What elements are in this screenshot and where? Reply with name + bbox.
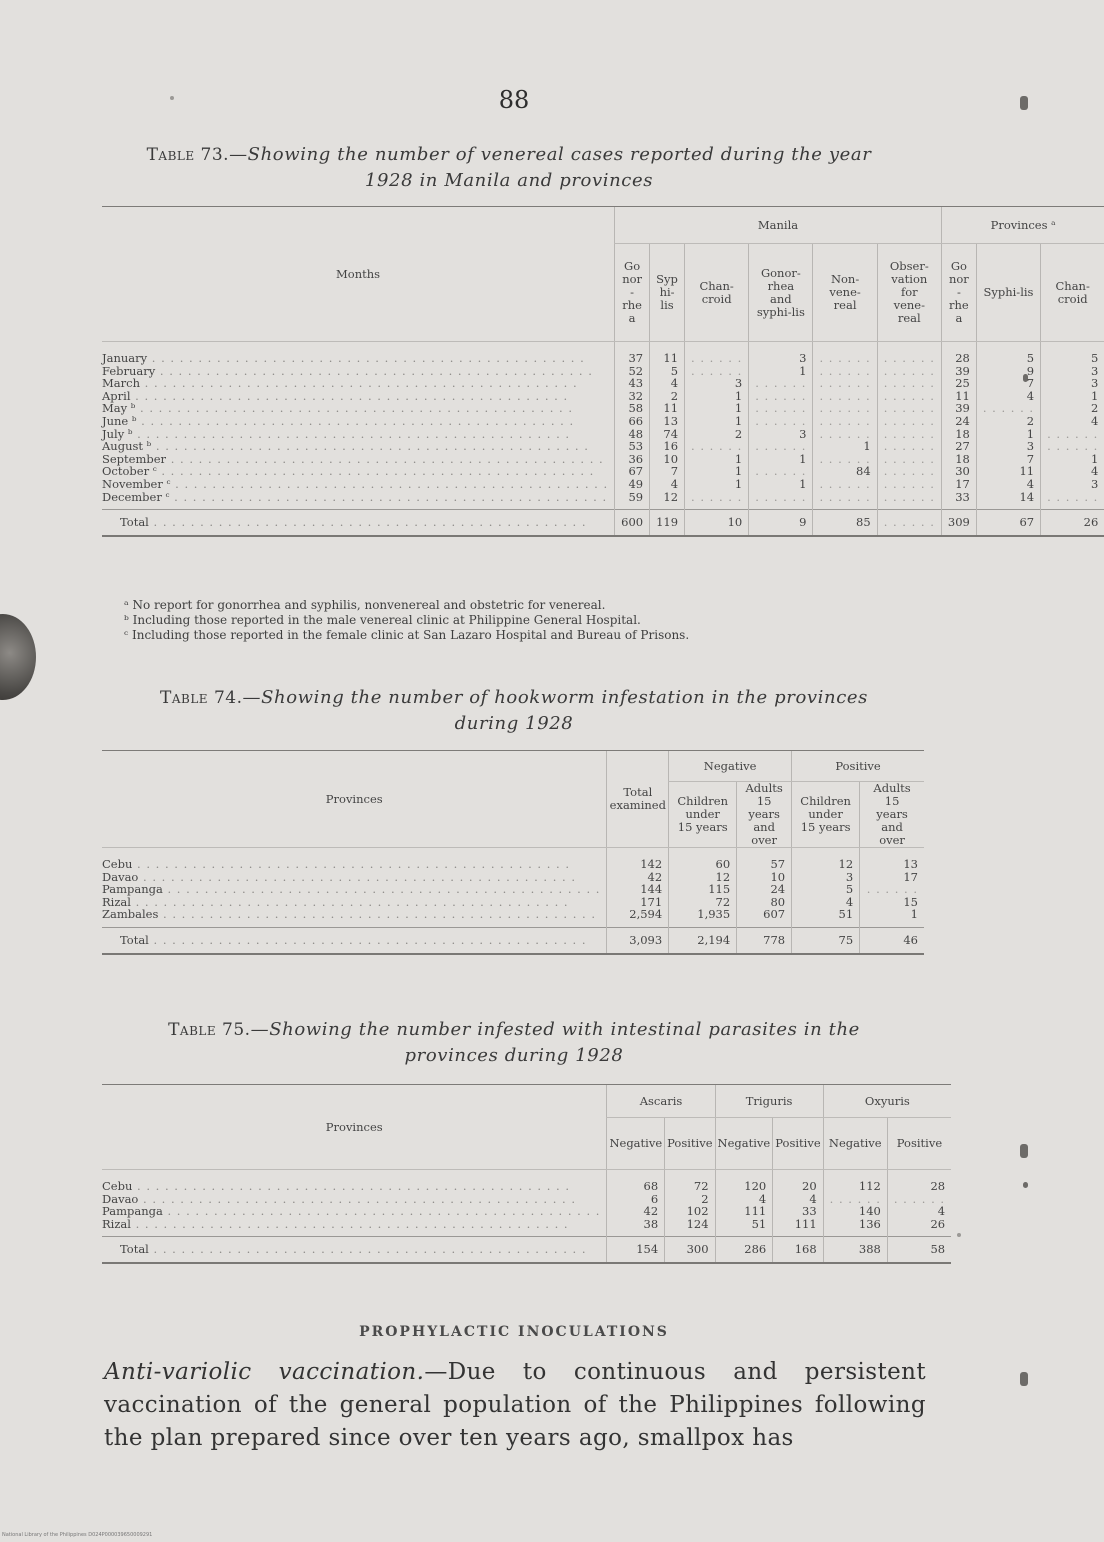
row-label xyxy=(102,342,615,365)
table-cell: . . . . . . xyxy=(860,883,924,896)
table-cell: 2 xyxy=(1041,402,1104,415)
column-header-4: Gonor-rhea and syphi-lis xyxy=(749,244,813,342)
sub-negative-adults: Adults 15 years and over xyxy=(737,782,792,848)
table-cell: 111 xyxy=(715,1205,773,1218)
row-label-text: Pampanga xyxy=(102,1204,163,1219)
table-cell: 38 xyxy=(607,1218,665,1237)
table-cell: 140 xyxy=(823,1205,887,1218)
group-manila: Manila xyxy=(615,207,942,244)
table-cell: 4 xyxy=(887,1205,951,1218)
group-provinces: Provinces ᵃ xyxy=(941,207,1104,244)
table-row xyxy=(102,848,924,871)
table-cell: 28 xyxy=(887,1170,951,1193)
table-cell: . . . . . . xyxy=(813,415,877,428)
group-negative: Negative xyxy=(669,751,792,782)
table-cell: 4 xyxy=(715,1193,773,1206)
table-row xyxy=(102,491,1104,510)
column-header-9: Chan-croid xyxy=(1041,244,1104,342)
table73 xyxy=(102,206,1104,537)
row-label xyxy=(102,1218,607,1237)
table-cell: 24 xyxy=(941,415,976,428)
table-cell: 25 xyxy=(941,377,976,390)
table-cell: 16 xyxy=(650,440,685,453)
table-cell: 2 xyxy=(665,1193,715,1206)
total-row xyxy=(102,1237,951,1263)
column-header-5: Non-vene-real xyxy=(813,244,877,342)
table-cell: . . . . . . xyxy=(877,342,941,365)
table-cell: 11 xyxy=(650,402,685,415)
leader-dots xyxy=(158,907,596,921)
row-label-text: July ᵇ xyxy=(102,426,133,441)
table-cell: 48 xyxy=(615,428,650,441)
table73-title-line1: —Showing the number of venereal cases reported during the year xyxy=(229,144,872,165)
table-cell: 51 xyxy=(792,908,860,927)
leader-dots xyxy=(131,1217,569,1231)
row-label-leader xyxy=(102,908,600,921)
table-cell: . . . . . . xyxy=(887,1193,951,1206)
table74 xyxy=(102,750,924,955)
table-cell: . . . . . . xyxy=(749,491,813,510)
table-cell: . . . . . . xyxy=(813,402,877,415)
table-cell: 7 xyxy=(650,465,685,478)
table-cell: . . . . . . xyxy=(685,342,749,365)
table-cell: 3 xyxy=(749,342,813,365)
table-cell: 30 xyxy=(941,465,976,478)
table-cell: 7 xyxy=(976,453,1040,466)
total-cell: 300 xyxy=(665,1237,715,1263)
sub-ascaris-negative: Negative xyxy=(607,1118,665,1170)
table-cell: 66 xyxy=(615,415,650,428)
table-cell: . . . . . . xyxy=(877,402,941,415)
table-cell: 17 xyxy=(941,478,976,491)
table-cell: . . . . . . xyxy=(1041,491,1104,510)
total-label-leader xyxy=(102,934,618,947)
paragraph-lead: Anti-variolic vaccination. xyxy=(104,1359,425,1385)
table-cell: 57 xyxy=(737,848,792,871)
sub-negative-children: Children under 15 years xyxy=(669,782,737,848)
table-cell: 1 xyxy=(1041,390,1104,403)
total-row xyxy=(102,927,924,953)
table-cell: 53 xyxy=(615,440,650,453)
thumb-shadow xyxy=(0,614,36,700)
column-header-6: Obser-vation for vene-real xyxy=(877,244,941,342)
table-cell: 171 xyxy=(607,896,669,909)
table-cell: . . . . . . xyxy=(813,365,877,378)
table74-caption xyxy=(104,685,924,736)
table-cell: . . . . . . xyxy=(749,465,813,478)
total-label xyxy=(102,510,615,536)
column-header-1: Gonor-rhea xyxy=(615,244,650,342)
row-label-text: Pampanga xyxy=(102,882,163,897)
table-cell: 10 xyxy=(650,453,685,466)
table-cell: 2 xyxy=(685,428,749,441)
table75 xyxy=(102,1084,951,1264)
sub-ascaris-positive: Positive xyxy=(665,1118,715,1170)
table-cell: 1 xyxy=(749,453,813,466)
table75-label: Table 75. xyxy=(168,1020,251,1040)
table-cell: 4 xyxy=(792,896,860,909)
row-label xyxy=(102,848,607,871)
group-oxyuris: Oxyuris xyxy=(823,1085,951,1118)
table-cell: . . . . . . xyxy=(1041,428,1104,441)
col-months: Months xyxy=(102,207,615,342)
table-cell: 12 xyxy=(650,491,685,510)
table-cell: 20 xyxy=(773,1170,823,1193)
table-cell: 1 xyxy=(749,365,813,378)
table-cell: 39 xyxy=(941,402,976,415)
table-cell: 13 xyxy=(650,415,685,428)
footnote-b: ᵇ Including those reported in the male venereal clinic at Philippine General Hospital. xyxy=(124,613,641,627)
footnote-a: ᵃ No report for gonorrhea and syphilis, nonvenereal and obstetric for venereal. xyxy=(124,598,606,612)
table-cell: 49 xyxy=(615,478,650,491)
total-cell: 154 xyxy=(607,1237,665,1263)
table-cell: 7 xyxy=(976,377,1040,390)
table-cell: 59 xyxy=(615,491,650,510)
table75-caption xyxy=(104,1017,924,1068)
table-cell: 6 xyxy=(607,1193,665,1206)
table-cell: . . . . . . xyxy=(877,377,941,390)
sub-positive-adults: Adults 15 years and over xyxy=(860,782,924,848)
sub-oxyuris-negative: Negative xyxy=(823,1118,887,1170)
total-label-leader xyxy=(102,1243,618,1256)
table-cell: 1 xyxy=(685,465,749,478)
row-label-text: August ᵇ xyxy=(102,439,152,454)
table-cell: . . . . . . xyxy=(813,390,877,403)
table-cell: 5 xyxy=(792,883,860,896)
body-paragraph xyxy=(104,1356,926,1455)
table-cell: 3 xyxy=(976,440,1040,453)
table-cell: . . . . . . xyxy=(749,402,813,415)
total-label-text: Total xyxy=(120,515,149,530)
table-cell: 14 xyxy=(976,491,1040,510)
group-positive: Positive xyxy=(792,751,924,782)
row-label-text: April xyxy=(102,388,131,403)
table-cell: 37 xyxy=(615,342,650,365)
table-cell: 111 xyxy=(773,1218,823,1237)
table-cell: 60 xyxy=(669,848,737,871)
group-triguris: Triguris xyxy=(715,1085,823,1118)
table-cell: 32 xyxy=(615,390,650,403)
sub-oxyuris-positive: Positive xyxy=(887,1118,951,1170)
total-cell: 46 xyxy=(860,927,924,953)
row-label xyxy=(102,1170,607,1193)
table-cell: 27 xyxy=(941,440,976,453)
table-cell: 3 xyxy=(685,377,749,390)
row-label-text: Cebu xyxy=(102,1179,133,1193)
table-cell: 1,935 xyxy=(669,908,737,927)
table-cell: . . . . . . xyxy=(976,402,1040,415)
table-cell: 1 xyxy=(813,440,877,453)
table-cell: . . . . . . xyxy=(877,440,941,453)
table-cell: 115 xyxy=(669,883,737,896)
total-cell: 286 xyxy=(715,1237,773,1263)
row-label-text: June ᵇ xyxy=(102,413,137,428)
row-label-text: January xyxy=(102,351,148,365)
table-cell: 2 xyxy=(650,390,685,403)
table75-title-line1: —Showing the number infested with intestinal parasites in the xyxy=(250,1019,860,1040)
table-cell: 5 xyxy=(976,342,1040,365)
row-label-text: October ᶜ xyxy=(102,464,157,479)
table-cell: 5 xyxy=(1041,342,1104,365)
table-cell: . . . . . . xyxy=(877,415,941,428)
edge-mark xyxy=(1020,1372,1028,1386)
column-header-8: Syphi-lis xyxy=(976,244,1040,342)
leader-dots xyxy=(149,515,587,529)
table-cell: 1 xyxy=(749,478,813,491)
table-cell: . . . . . . xyxy=(813,428,877,441)
table-cell: 51 xyxy=(715,1218,773,1237)
table-cell: 142 xyxy=(607,848,669,871)
total-label-text: Total xyxy=(120,1242,149,1257)
table-cell: 33 xyxy=(941,491,976,510)
total-cell: 119 xyxy=(650,510,685,536)
table-cell: . . . . . . xyxy=(877,390,941,403)
table-cell: 68 xyxy=(607,1170,665,1193)
table-cell: 24 xyxy=(737,883,792,896)
row-label-leader xyxy=(102,491,608,504)
table-cell: 607 xyxy=(737,908,792,927)
edge-mark xyxy=(1023,1182,1028,1188)
table-cell: 80 xyxy=(737,896,792,909)
table-cell: 11 xyxy=(650,342,685,365)
total-cell: 3,093 xyxy=(607,927,669,953)
table-row xyxy=(102,1218,951,1237)
row-label-leader xyxy=(102,1218,600,1231)
total-label xyxy=(102,927,607,953)
leader-dots xyxy=(169,490,607,504)
table-cell: . . . . . . xyxy=(685,491,749,510)
table-cell: 72 xyxy=(665,1170,715,1193)
table-cell: 3 xyxy=(792,871,860,884)
row-label-text: Rizal xyxy=(102,894,131,909)
table-cell: 124 xyxy=(665,1218,715,1237)
total-cell: 778 xyxy=(737,927,792,953)
row-label-text: May ᵇ xyxy=(102,401,136,416)
row-label-text: Zambales xyxy=(102,907,159,922)
table-cell: 4 xyxy=(1041,465,1104,478)
table-cell: 12 xyxy=(792,848,860,871)
table-cell: 33 xyxy=(773,1205,823,1218)
table-cell: . . . . . . xyxy=(813,453,877,466)
table-row xyxy=(102,342,1104,365)
table-cell: 72 xyxy=(669,896,737,909)
group-ascaris: Ascaris xyxy=(607,1085,715,1118)
table-cell: 11 xyxy=(941,390,976,403)
sub-triguris-positive: Positive xyxy=(773,1118,823,1170)
row-label-text: Davao xyxy=(102,869,139,884)
total-row xyxy=(102,510,1104,536)
table-cell: 3 xyxy=(1041,365,1104,378)
table-row xyxy=(102,1170,951,1193)
table73-label: Table 73. xyxy=(146,145,230,165)
library-imprint: National Library of the Philippines D024P000039650009291 xyxy=(2,1532,153,1538)
table-cell: . . . . . . xyxy=(813,342,877,365)
table-cell: 1 xyxy=(685,478,749,491)
row-label-text: November ᶜ xyxy=(102,476,171,491)
total-cell: 26 xyxy=(1041,510,1104,536)
table-cell: 102 xyxy=(665,1205,715,1218)
paragraph-text: —Due to continuous and persistent vaccination of the general population of the Philippines following the plan prepared since over ten years ago, smallpox has xyxy=(104,1359,927,1451)
table-cell: 4 xyxy=(1041,415,1104,428)
row-label-text: Davao xyxy=(102,1191,139,1206)
table74-label: Table 74. xyxy=(160,688,243,708)
total-cell: 309 xyxy=(941,510,976,536)
row-label-text: September xyxy=(102,451,167,466)
table-cell: 1 xyxy=(860,908,924,927)
table74-title-line2: during 1928 xyxy=(454,713,574,734)
footnote-c: ᶜ Including those reported in the female clinic at San Lazaro Hospital and Bureau of Prisons. xyxy=(124,628,690,642)
table73-footnotes xyxy=(102,598,922,643)
table-cell: 84 xyxy=(813,465,877,478)
table-cell: 4 xyxy=(650,478,685,491)
table-cell: . . . . . . xyxy=(749,440,813,453)
total-cell: . . . . . . xyxy=(877,510,941,536)
table-cell: 9 xyxy=(976,365,1040,378)
table-cell: 3 xyxy=(1041,377,1104,390)
table-row xyxy=(102,908,924,927)
total-cell: 2,194 xyxy=(669,927,737,953)
total-cell: 9 xyxy=(749,510,813,536)
total-cell: 388 xyxy=(823,1237,887,1263)
col-provinces: Provinces xyxy=(102,1085,607,1170)
table-cell: 4 xyxy=(976,478,1040,491)
col-total-examined: Total examined xyxy=(607,751,669,848)
table-cell: 12 xyxy=(669,871,737,884)
table-cell: 42 xyxy=(607,1205,665,1218)
table-cell: 58 xyxy=(615,402,650,415)
total-label-leader xyxy=(102,516,626,529)
table-cell: 4 xyxy=(650,377,685,390)
table-cell: 67 xyxy=(615,465,650,478)
total-cell: 58 xyxy=(887,1237,951,1263)
table-cell: 39 xyxy=(941,365,976,378)
table-cell: 120 xyxy=(715,1170,773,1193)
table-cell: 43 xyxy=(615,377,650,390)
page-number: 88 xyxy=(498,86,530,114)
table-cell: 36 xyxy=(615,453,650,466)
row-label xyxy=(102,491,615,510)
total-cell: 600 xyxy=(615,510,650,536)
table75-title-line2: provinces during 1928 xyxy=(404,1045,624,1066)
total-label xyxy=(102,1237,607,1263)
row-label-text: December ᶜ xyxy=(102,489,170,504)
table-cell: . . . . . . xyxy=(1041,440,1104,453)
table-cell: 13 xyxy=(860,848,924,871)
table73-caption xyxy=(94,142,924,193)
table-cell: . . . . . . xyxy=(749,377,813,390)
table-cell: . . . . . . xyxy=(877,428,941,441)
sub-positive-children: Children under 15 years xyxy=(792,782,860,848)
table-cell: 17 xyxy=(860,871,924,884)
table-cell: 15 xyxy=(860,896,924,909)
table-cell: 4 xyxy=(976,390,1040,403)
leader-dots xyxy=(149,933,587,947)
table-cell: . . . . . . xyxy=(685,365,749,378)
row-label-text: Cebu xyxy=(102,857,133,871)
row-label-text: March xyxy=(102,376,140,391)
row-label xyxy=(102,908,607,927)
total-label-text: Total xyxy=(120,932,149,947)
table74-title-line1: —Showing the number of hookworm infestation in the provinces xyxy=(242,687,868,708)
table-cell: 52 xyxy=(615,365,650,378)
table-cell: 1 xyxy=(1041,453,1104,466)
col-provinces: Provinces xyxy=(102,751,607,848)
row-label-text: February xyxy=(102,363,156,378)
total-cell: 168 xyxy=(773,1237,823,1263)
row-label-text: Rizal xyxy=(102,1216,131,1231)
sub-triguris-negative: Negative xyxy=(715,1118,773,1170)
table-cell: 112 xyxy=(823,1170,887,1193)
total-cell: 67 xyxy=(976,510,1040,536)
table-cell: . . . . . . xyxy=(685,440,749,453)
table-cell: . . . . . . xyxy=(813,491,877,510)
edge-mark xyxy=(1020,1144,1028,1158)
column-header-2: Syphi-lis xyxy=(650,244,685,342)
speck xyxy=(957,1233,961,1237)
total-cell: 75 xyxy=(792,927,860,953)
table-cell: 3 xyxy=(1041,478,1104,491)
table-cell: . . . . . . xyxy=(877,453,941,466)
table-cell: 18 xyxy=(941,453,976,466)
table-cell: . . . . . . xyxy=(813,377,877,390)
table-cell: 18 xyxy=(941,428,976,441)
table-cell: 1 xyxy=(685,453,749,466)
table-cell: 74 xyxy=(650,428,685,441)
total-cell: 10 xyxy=(685,510,749,536)
table-cell: 136 xyxy=(823,1218,887,1237)
table-cell: 1 xyxy=(976,428,1040,441)
table-cell: . . . . . . xyxy=(877,491,941,510)
table-cell: 11 xyxy=(976,465,1040,478)
table73-title-line2: 1928 in Manila and provinces xyxy=(364,170,654,191)
table-cell: . . . . . . xyxy=(823,1193,887,1206)
table-cell: 2,594 xyxy=(607,908,669,927)
section-heading: PROPHYLACTIC INOCULATIONS xyxy=(359,1324,669,1340)
column-header-3: Chan-croid xyxy=(685,244,749,342)
table-cell: 4 xyxy=(773,1193,823,1206)
column-header-7: Gonor-rhea xyxy=(941,244,976,342)
table-cell: 1 xyxy=(685,402,749,415)
table-cell: 2 xyxy=(976,415,1040,428)
table-cell: 5 xyxy=(650,365,685,378)
table-cell: . . . . . . xyxy=(877,478,941,491)
table-cell: 1 xyxy=(685,390,749,403)
leader-dots xyxy=(149,1242,587,1256)
table-cell: . . . . . . xyxy=(749,415,813,428)
table-cell: 26 xyxy=(887,1218,951,1237)
table-cell: 28 xyxy=(941,342,976,365)
table-cell: 42 xyxy=(607,871,669,884)
table-cell: . . . . . . xyxy=(813,478,877,491)
table-cell: . . . . . . xyxy=(877,465,941,478)
table-cell: 10 xyxy=(737,871,792,884)
table-cell: 1 xyxy=(685,415,749,428)
table-cell: 3 xyxy=(749,428,813,441)
total-cell: 85 xyxy=(813,510,877,536)
table-cell: 144 xyxy=(607,883,669,896)
table-cell: . . . . . . xyxy=(877,365,941,378)
table-cell: . . . . . . xyxy=(749,390,813,403)
